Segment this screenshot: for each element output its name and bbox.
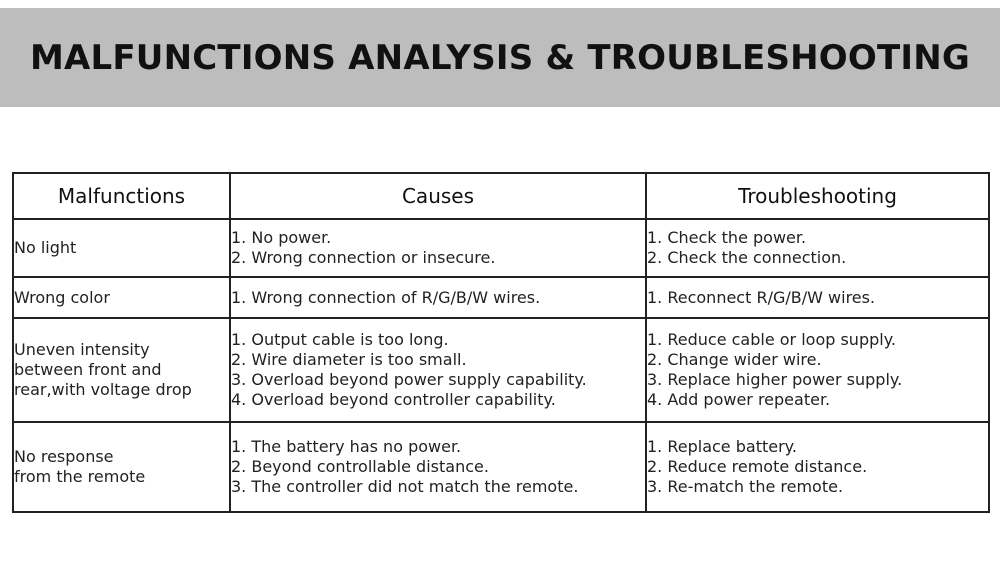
table-row	[13, 219, 989, 277]
fix-item: 3. Replace higher power supply.	[647, 370, 903, 389]
cause-item: 1. The battery has no power.	[231, 437, 462, 456]
table-row	[13, 277, 989, 318]
troubleshooting-cell	[646, 277, 989, 318]
title-banner	[0, 8, 1000, 107]
malfunction-text: rear,with voltage drop	[14, 380, 192, 399]
fix-item: 2. Check the connection.	[647, 248, 847, 267]
fix-item: 2. Change wider wire.	[647, 350, 822, 369]
cause-item: 1. Wrong connection of R/G/B/W wires.	[231, 287, 541, 307]
table-row	[13, 422, 989, 512]
troubleshooting-table	[12, 172, 990, 513]
fix-item: 1. Reduce cable or loop supply.	[647, 330, 896, 349]
cause-item: 4. Overload beyond controller capability.	[231, 390, 556, 409]
malfunction-cell	[13, 277, 230, 318]
malfunction-text: between front and	[14, 360, 162, 379]
cause-item: 2. Beyond controllable distance.	[231, 457, 489, 476]
causes-cell	[230, 422, 646, 512]
cause-item: 3. Overload beyond power supply capability.	[231, 370, 587, 389]
malfunction-cell	[13, 422, 230, 512]
causes-cell	[230, 219, 646, 277]
header-causes: Causes	[230, 173, 646, 219]
cause-item: 1. No power.	[231, 228, 332, 247]
causes-cell	[230, 318, 646, 422]
malfunction-text: Wrong color	[14, 287, 110, 307]
malfunction-text: Uneven intensity	[14, 340, 150, 359]
malfunction-text: No response	[14, 447, 114, 466]
malfunction-cell	[13, 219, 230, 277]
cause-item: 2. Wire diameter is too small.	[231, 350, 467, 369]
fix-item: 1. Reconnect R/G/B/W wires.	[647, 287, 876, 307]
fix-item: 1. Replace battery.	[647, 437, 797, 456]
malfunction-text: No light	[14, 238, 77, 257]
header-malfunctions: Malfunctions	[13, 173, 230, 219]
fix-item: 4. Add power repeater.	[647, 390, 831, 409]
header-troubleshooting: Troubleshooting	[646, 173, 989, 219]
malfunction-text: from the remote	[14, 467, 146, 486]
fix-item: 1. Check the power.	[647, 228, 807, 247]
troubleshooting-cell	[646, 318, 989, 422]
troubleshooting-cell	[646, 422, 989, 512]
troubleshooting-cell	[646, 219, 989, 277]
table-row	[13, 318, 989, 422]
header-row	[13, 173, 989, 219]
causes-cell	[230, 277, 646, 318]
fix-item: 2. Reduce remote distance.	[647, 457, 868, 476]
page-title: MALFUNCTIONS ANALYSIS & TROUBLESHOOTING	[29, 37, 971, 78]
fix-item: 3. Re-match the remote.	[647, 477, 844, 496]
malfunction-cell	[13, 318, 230, 422]
cause-item: 1. Output cable is too long.	[231, 330, 449, 349]
cause-item: 2. Wrong connection or insecure.	[231, 248, 496, 267]
cause-item: 3. The controller did not match the remote.	[231, 477, 579, 496]
